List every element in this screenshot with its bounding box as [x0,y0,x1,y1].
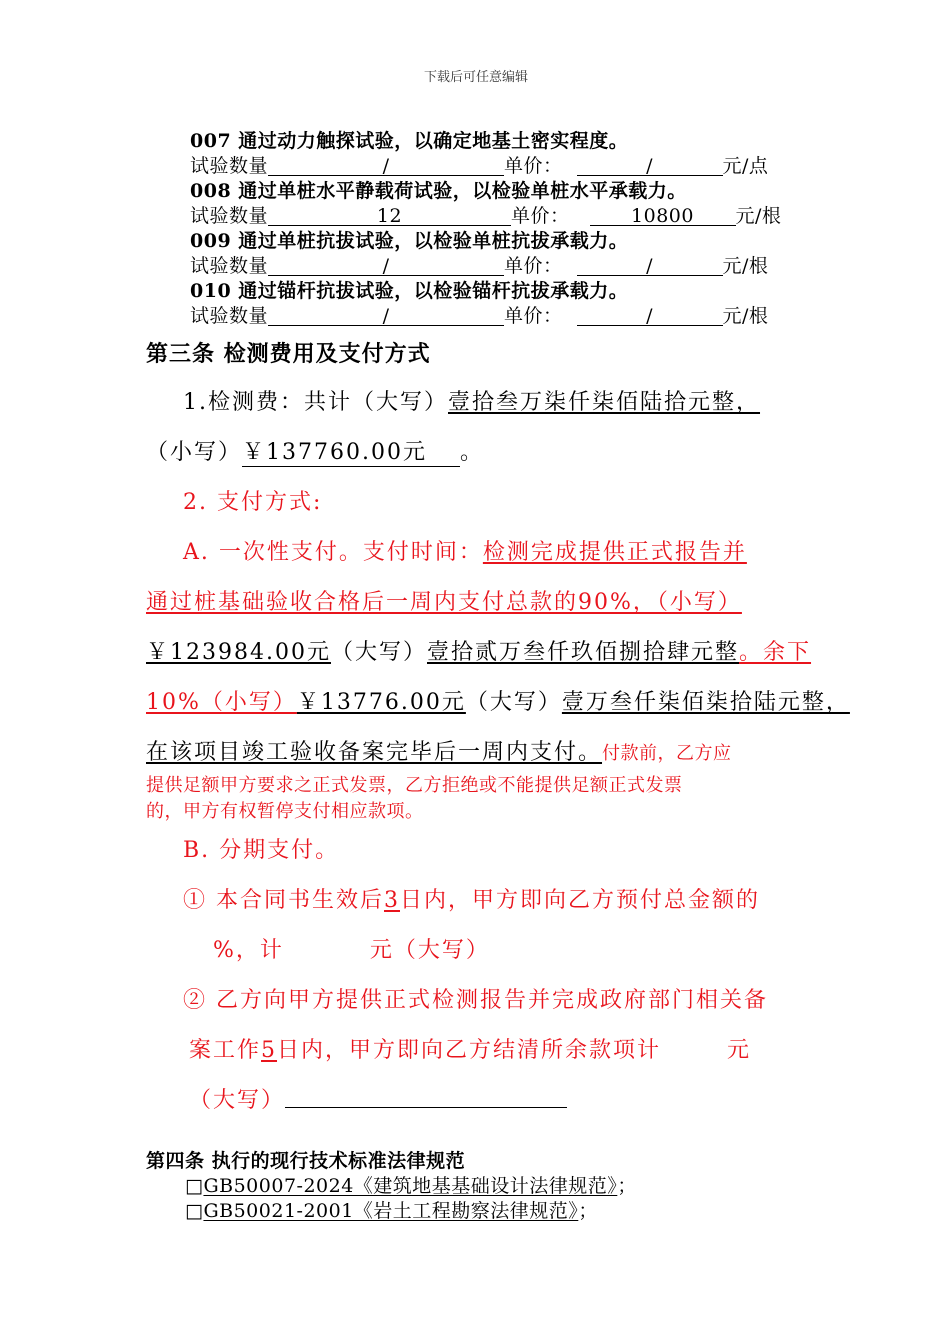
qty-value: / [268,305,504,326]
option-a-line3 [146,635,811,666]
installment-1-a: ① 本合同书生效后 [183,888,384,913]
remaining-amount-upper: 壹万叁仟柒佰柒拾陆元整， [561,690,850,715]
checkbox-icon[interactable]: □ [185,1175,204,1197]
standard-item [185,1171,637,1198]
installment-2-upper-label: （大写） [189,1088,286,1113]
price-value: 10800 [590,205,736,226]
standard-item [185,1196,598,1223]
test-007-row [190,151,768,178]
remaining-pay-time: 在该项目竣工验收备案完毕后一周内支付。 [146,740,603,765]
qty-value: / [268,255,504,276]
price-value: / [577,255,723,276]
fee-small-end: 。 [460,440,485,465]
remaining-amount-small: ￥13776.00元 [296,690,466,715]
price-label: 单价： [511,205,570,227]
remaining-amount-mid: （大写） [465,690,562,715]
pay-title: 2. 支付方式: [183,490,323,515]
first-amount-upper: 壹拾贰万叁仟玖佰捌拾肆元整 [427,640,740,665]
qty-label: 试验数量 [190,255,269,277]
option-a-line4 [146,685,850,716]
option-a-time: 检测完成提供正式报告并 [482,540,747,565]
invoice-note-line3: 的，甲方有权暂停支付相应款项。 [146,801,424,822]
standard-end: ； [617,1175,637,1197]
qty-label: 试验数量 [190,205,269,227]
installment-2-line1: ② 乙方向甲方提供正式检测报告并完成政府部门相关备 [183,988,768,1013]
installment-1-upper: 元（大写） [369,938,490,963]
fee-small: ￥137760.00元 [242,440,427,465]
first-amount-mid: （大写） [330,640,427,665]
article3-heading: 第三条 检测费用及支付方式 [146,341,431,367]
remaining-label: 。余下 [739,640,812,665]
price-label: 单价： [504,155,563,177]
test-009-row [190,251,768,278]
option-a-line2: 通过桩基础验收合格后一周内支付总款的90%，（小写） [146,590,742,615]
qty-value: / [268,155,504,176]
installment-2-line2 [189,1033,751,1064]
standard-end: ； [578,1200,598,1222]
installment-1-b: 日内，甲方即向乙方预付总金额的 [400,888,761,913]
qty-label: 试验数量 [190,305,269,327]
installment-2-a: 案工作 [189,1038,262,1063]
price-value: / [577,155,723,176]
unit-label: 元/点 [722,155,769,177]
installment-2-line3 [189,1083,567,1114]
fee-line [183,385,760,416]
article4-heading: 第四条 执行的现行技术标准法律规范 [146,1150,466,1172]
fee-small-line [146,435,484,467]
invoice-note-line2: 提供足额甲方要求之正式发票，乙方拒绝或不能提供足额正式发票 [146,775,683,796]
unit-label: 元/根 [722,255,769,277]
installment-1-pct: %，计 [213,938,284,963]
first-amount-small: ￥123984.00元 [146,640,331,665]
standard-text: GB50007-2024《建筑地基基础设计法律规范》 [203,1175,618,1197]
test-009-title: 009 通过单桩抗拔试验，以检验单桩抗拔承载力。 [190,230,629,252]
fee-upper: 壹拾叁万柒仟柒佰陆拾元整， [448,390,761,415]
option-a-line1 [183,535,747,566]
option-b-title: B. 分期支付。 [183,838,340,863]
test-007-title: 007 通过动力触探试验，以确定地基土密实程度。 [190,130,629,152]
installment-2-days: 5 [261,1038,278,1063]
unit-label: 元/根 [735,205,782,227]
installment-2-b: 日内，甲方即向乙方结清所余款项计 [277,1038,662,1063]
installment-2-unit: 元 [727,1038,752,1063]
price-label: 单价： [504,255,563,277]
price-label: 单价： [504,305,563,327]
price-value: / [577,305,723,326]
test-008-title: 008 通过单桩水平静载荷试验，以检验单桩水平承载力。 [190,180,687,202]
installment-1-line2 [213,933,490,964]
option-a-line5 [146,735,732,766]
test-010-title: 010 通过锚杆抗拔试验，以检验锚杆抗拔承载力。 [190,280,629,302]
header-note: 下载后可任意编辑 [424,70,529,85]
test-010-row [190,301,768,328]
remaining-pct: 10%（小写） [146,690,297,715]
standard-text: GB50021-2001《岩土工程勘察法律规范》 [203,1200,579,1222]
installment-2-upper-blank [285,1083,567,1108]
fee-prefix: 1.检测费：共计（大写） [183,390,448,415]
installment-1-line1 [183,883,760,914]
fee-small-prefix: （小写） [146,440,243,465]
checkbox-icon[interactable]: □ [185,1200,204,1222]
invoice-note-start: 付款前，乙方应 [602,743,732,764]
unit-label: 元/根 [722,305,769,327]
installment-1-days: 3 [384,888,400,913]
qty-label: 试验数量 [190,155,269,177]
option-a-prefix: A. 一次性支付。支付时间： [183,540,483,565]
test-008-row [190,201,781,228]
qty-value: 12 [268,205,511,226]
